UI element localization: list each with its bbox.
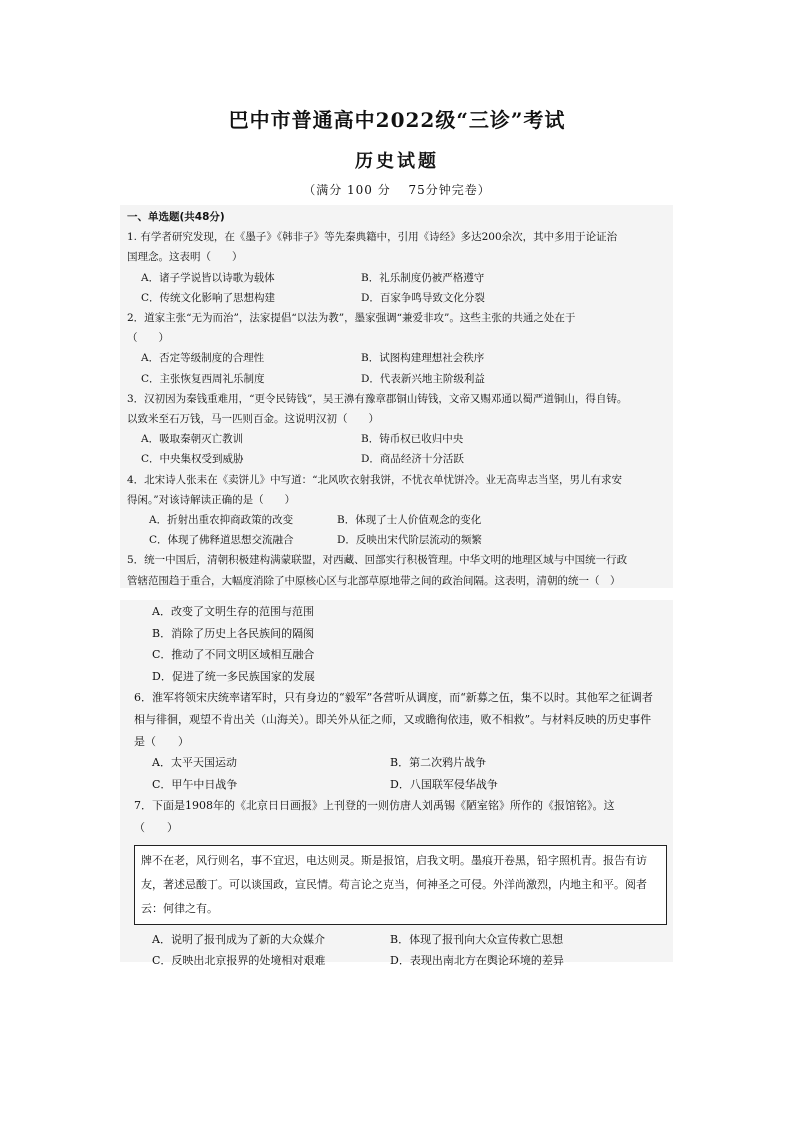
option-a: A．吸取秦朝灭亡教训: [141, 433, 244, 446]
question-2: [127, 308, 673, 389]
option-d: D．商品经济十分活跃: [361, 453, 464, 466]
option-a: A．说明了报刊成为了新的大众媒介: [152, 932, 325, 946]
question-1: [127, 227, 673, 308]
subject-title: 历史试题: [355, 151, 439, 172]
option-a: A．太平天国运动: [152, 756, 237, 770]
exam-info: （满分 100 分 75分钟完卷）: [303, 183, 491, 197]
quote-line: 云：何律之有。: [141, 901, 218, 915]
option-c: C．反映出北京报界的处境相对艰难: [152, 954, 326, 968]
option-b: B．铸币权已收归中央: [361, 433, 464, 446]
option-c: C．推动了不同文明区域相互融合: [152, 648, 315, 662]
option-d: D．八国联军侵华战争: [390, 777, 498, 791]
question-stem-line: 6．淮军将领宋庆统率诸军时，只有身边的“毅军”各营听从调度，而“新募之伍，集不以时。其他军之征调者: [134, 691, 653, 705]
option-d: D．表现出南北方在舆论环境的差异: [390, 954, 564, 968]
question-stem-line: 2．道家主张“无为而治”，法家提倡“以法为教”，墨家强调“兼爱非攻”。这些主张的共通之处在于: [127, 312, 576, 325]
option-d: D．百家争鸣导致文化分裂: [361, 291, 485, 304]
questions-block-2: [120, 600, 673, 968]
option-b: B．第二次鸦片战争: [390, 756, 487, 770]
question-6: [134, 687, 673, 795]
question-stem-line: 国理念。这表明（ ）: [127, 251, 243, 264]
question-3: [127, 389, 673, 470]
question-stem-line: （ ）: [127, 332, 169, 345]
quote-box: [134, 845, 667, 925]
option-c: C．传统文化影响了思想构建: [141, 291, 276, 304]
quote-line: 牌不在老，风行则名，事不宜迟，电达则灵。斯是报馆，启我文明。墨痕开卷黑，铅字照机青。报告有访: [141, 853, 647, 867]
option-b: B．试图构建理想社会秩序: [361, 352, 485, 365]
exam-title: 巴中市普通高中2022级“三诊”考试: [228, 108, 566, 132]
option-a: A．折射出重农抑商政策的改变: [149, 514, 294, 527]
option-c: C．甲午中日战争: [152, 777, 238, 791]
option-c: C．体现了佛释道思想交流融合: [149, 534, 294, 547]
question-5-options: [134, 601, 673, 687]
question-stem-line: 管辖范围趋于重合，大幅度消除了中原核心区与北部草原地带之间的政治间隔。这表明，清朝的统一（ ）: [127, 574, 621, 587]
section-heading: 一、单选题(共48分): [127, 211, 225, 223]
option-b: B．体现了士人价值观念的变化: [337, 514, 482, 527]
question-stem-line: 相与徘徊，观望不肯出关（山海关）。即关外从征之师，又或瞻徇依违，败不相救”。与材料反映的历史事件: [134, 712, 652, 726]
question-4: [127, 470, 673, 551]
question-7: [134, 795, 673, 971]
question-stem-line: 1. 有学者研究发现，在《墨子》《韩非子》等先秦典籍中，引用《诗经》多达200余次，其中多用于论证治: [127, 231, 618, 244]
question-stem-line: 5．统一中国后，清朝积极建构满蒙联盟，对西藏、回部实行积极管理。中华文明的地理区域与中国统一行政: [127, 554, 628, 567]
option-c: C．中央集权受到威胁: [141, 453, 244, 466]
question-stem-line: 3．汉初因为秦钱重难用，“更令民铸钱”，吴王濞有豫章郡铜山铸钱，文帝又赐邓通以蜀严道铜山，得自铸。: [127, 392, 628, 405]
question-stem-line: 7．下面是1908年的《北京日日画报》上刊登的一则仿唐人刘禹锡《陋室铭》所作的《报馆铭》。这: [134, 799, 615, 813]
question-5: [127, 550, 673, 590]
option-b: B．体现了报刊向大众宣传救亡思想: [390, 932, 564, 946]
question-stem-line: 得闲。”对该诗解读正确的是（ ）: [127, 493, 296, 506]
question-stem-line: 以致米至石万钱，马一匹则百金。这说明汉初（ ）: [127, 413, 379, 426]
question-stem-line: 4．北宋诗人张耒在《卖饼儿》中写道：“北风吹衣射我饼，不忧衣单忧饼冷。业无高卑志当坚，男儿有求安: [127, 473, 623, 486]
option-a: A．否定等级制度的合理性: [141, 352, 265, 365]
option-a: A．诸子学说皆以诗歌为载体: [141, 271, 275, 284]
questions-block-1: [120, 205, 673, 588]
option-c: C．主张恢复西周礼乐制度: [141, 372, 265, 385]
option-a: A．改变了文明生存的范围与范围: [152, 605, 314, 618]
option-d: D．反映出宋代阶层流动的频繁: [337, 534, 482, 547]
question-stem-line: （ ）: [134, 820, 178, 834]
quote-line: 友，著述忌酸丁。可以谈国政，宣民情。苟言论之克当，何神圣之可侵。外洋尚激烈，内地主和平。阅者: [141, 877, 647, 891]
option-d: D．代表新兴地主阶级利益: [361, 372, 485, 385]
option-d: D．促进了统一多民族国家的发展: [152, 669, 315, 683]
option-b: B．消除了历史上各民族间的隔阂: [152, 626, 315, 640]
question-stem-line: 是（ ）: [134, 734, 189, 748]
option-b: B．礼乐制度仍被严格遵守: [361, 271, 485, 284]
